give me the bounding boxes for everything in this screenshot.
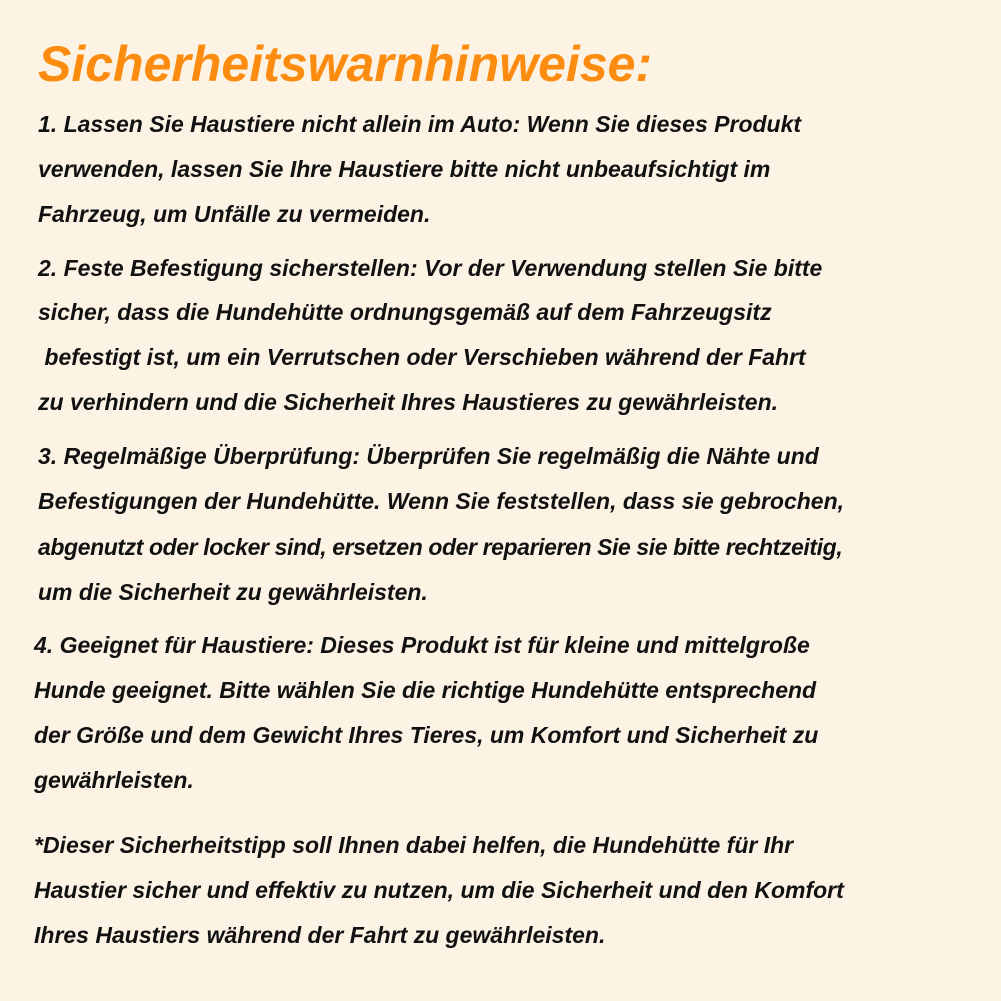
item-1-line-2: verwenden, lassen Sie Ihre Haustiere bitte nicht unbeaufsichtigt im [38,156,771,182]
item-3-line-4: um die Sicherheit zu gewährleisten. [38,579,428,605]
item-3-line-2: Befestigungen der Hundehütte. Wenn Sie feststellen, dass sie gebrochen, [38,488,845,514]
item-4-line-2: Hunde geeignet. Bitte wählen Sie die richtige Hundehütte entsprechend [34,677,817,703]
item-1-line-3: Fahrzeug, um Unfälle zu vermeiden. [38,201,431,227]
page-title: Sicherheitswarnhinweise: [38,36,653,92]
item-3-line-3: abgenutzt oder locker sind, ersetzen oder reparieren Sie sie bitte rechtzeitig, [38,534,843,560]
item-2-line-4: zu verhindern und die Sicherheit Ihres Haustieres zu gewährleisten. [38,389,779,415]
footnote-line-2: Haustier sicher und effektiv zu nutzen, um die Sicherheit und den Komfort [34,877,844,903]
item-1-line-1: 1. Lassen Sie Haustiere nicht allein im Auto: Wenn Sie dieses Produkt [38,111,802,137]
item-2-line-2: sicher, dass die Hundehütte ordnungsgemäß auf dem Fahrzeugsitz [38,299,772,325]
footnote-line-3: Ihres Haustiers während der Fahrt zu gewährleisten. [34,922,606,948]
item-4-line-1: 4. Geeignet für Haustiere: Dieses Produkt ist für kleine und mittelgroße [34,632,810,658]
item-4-line-3: der Größe und dem Gewicht Ihres Tieres, um Komfort und Sicherheit zu [34,722,819,748]
item-2-line-1: 2. Feste Befestigung sicherstellen: Vor der Verwendung stellen Sie bitte [38,255,823,281]
item-3-line-1: 3. Regelmäßige Überprüfung: Überprüfen Sie regelmäßig die Nähte und [38,443,819,469]
item-4-line-4: gewährleisten. [34,767,194,793]
item-2-line-3: befestigt ist, um ein Verrutschen oder Verschieben während der Fahrt [38,344,806,370]
footnote-line-1: *Dieser Sicherheitstipp soll Ihnen dabei helfen, die Hundehütte für Ihr [34,832,794,858]
